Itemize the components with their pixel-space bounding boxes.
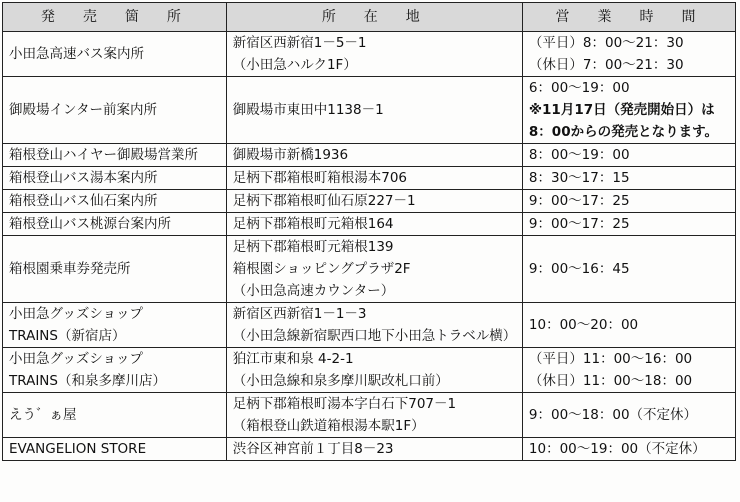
table-row [3, 303, 736, 348]
hours-line: 6：00～19：00 [528, 80, 630, 96]
header-location: 発 売 箇 所 [3, 3, 227, 32]
hours-cell [522, 438, 735, 461]
address-cell [226, 303, 522, 348]
location-name-line: 小田急グッズショップ [9, 306, 144, 322]
location-name-cell [3, 167, 227, 190]
location-name-line: えう゛ぁ屋 [9, 407, 77, 423]
address-line: （小田急線和泉多摩川駅改札口前） [232, 373, 449, 389]
address-cell [226, 167, 522, 190]
table-row [3, 213, 736, 236]
address-cell [226, 393, 522, 438]
hours-line: 8：00～19：00 [528, 147, 630, 163]
address-cell [226, 32, 522, 77]
header-hours: 営 業 時 間 [522, 3, 735, 32]
location-name-line: TRAINS（新宿店） [9, 328, 126, 344]
location-name-cell [3, 144, 227, 167]
hours-note-line: ※11月17日（発売開始日）は [528, 102, 715, 118]
hours-line: 9：00～16：45 [528, 261, 630, 277]
sales-locations-table [2, 2, 736, 461]
address-line: 渋谷区神宮前１丁目8－23 [232, 441, 394, 457]
hours-line: （休日）7：00～21：30 [528, 57, 684, 73]
table-row [3, 32, 736, 77]
hours-line: （休日）11：00～18：00 [528, 373, 693, 389]
hours-line: 10：00～20：00 [528, 317, 639, 333]
location-name-cell [3, 393, 227, 438]
hours-cell [522, 348, 735, 393]
location-name-line: 箱根園乗車券発売所 [9, 261, 131, 277]
location-name-cell [3, 438, 227, 461]
hours-cell [522, 303, 735, 348]
address-line: （小田急ハルク1F） [232, 57, 357, 73]
address-line: 新宿区西新宿1－5－1 [232, 35, 367, 51]
location-name-line: 御殿場インター前案内所 [9, 102, 157, 118]
address-line: 狛江市東和泉 4-2-1 [232, 351, 354, 367]
location-name-cell [3, 348, 227, 393]
address-line: 御殿場市新橋1936 [232, 147, 349, 163]
hours-line: 10：00～19：00（不定休） [528, 441, 706, 457]
address-cell [226, 144, 522, 167]
address-cell [226, 236, 522, 303]
table-row [3, 236, 736, 303]
address-line: 足柄下郡箱根町箱根湯本706 [232, 170, 408, 186]
hours-line: 9：00～18：00（不定休） [528, 407, 698, 423]
location-name-line: EVANGELION STORE [9, 441, 147, 457]
address-cell [226, 348, 522, 393]
hours-line: 8：30～17：15 [528, 170, 630, 186]
location-name-line: 箱根登山バス仙石案内所 [9, 193, 158, 209]
address-line: （箱根登山鉄道箱根湯本駅1F） [232, 418, 425, 434]
table-row [3, 77, 736, 144]
address-cell [226, 77, 522, 144]
address-line: （小田急高速カウンター） [232, 283, 395, 299]
address-line: 足柄下郡箱根町元箱根164 [232, 216, 394, 232]
address-line: 足柄下郡箱根町元箱根139 [232, 239, 394, 255]
address-line: （小田急線新宿駅西口地下小田急トラベル横） [232, 328, 517, 344]
table-row [3, 348, 736, 393]
location-name-line: TRAINS（和泉多摩川店） [9, 373, 166, 389]
location-name-cell [3, 77, 227, 144]
hours-note-line: 8：00からの発売となります。 [528, 124, 719, 140]
location-name-line: 箱根登山バス桃源台案内所 [9, 216, 171, 232]
address-line: 箱根園ショッピングプラザ2F [232, 261, 411, 277]
table-row [3, 190, 736, 213]
table-row [3, 393, 736, 438]
table-row [3, 144, 736, 167]
location-name-cell [3, 32, 227, 77]
hours-line: （平日）11：00～16：00 [528, 351, 693, 367]
address-line: 新宿区西新宿1－1－3 [232, 306, 367, 322]
hours-cell [522, 144, 735, 167]
location-name-line: 小田急グッズショップ [9, 351, 144, 367]
table-row [3, 438, 736, 461]
address-cell [226, 190, 522, 213]
hours-cell [522, 393, 735, 438]
hours-cell [522, 167, 735, 190]
address-cell [226, 213, 522, 236]
location-name-line: 箱根登山ハイヤー御殿場営業所 [9, 147, 198, 163]
hours-line: （平日）8：00～21：30 [528, 35, 684, 51]
location-name-cell [3, 303, 227, 348]
hours-line: 9：00～17：25 [528, 216, 630, 232]
address-cell [226, 438, 522, 461]
location-name-line: 箱根登山バス湯本案内所 [9, 170, 158, 186]
hours-cell [522, 236, 735, 303]
hours-cell [522, 77, 735, 144]
hours-cell [522, 190, 735, 213]
header-address: 所 在 地 [226, 3, 522, 32]
address-line: 御殿場市東田中1138－1 [232, 102, 384, 118]
location-name-line: 小田急高速バス案内所 [9, 46, 144, 62]
hours-line: 9：00～17：25 [528, 193, 630, 209]
table-header-row [3, 3, 736, 32]
location-name-cell [3, 213, 227, 236]
table-body [3, 32, 736, 461]
address-line: 足柄下郡箱根町湯本字白石下707－1 [232, 396, 457, 412]
table-row [3, 167, 736, 190]
hours-cell [522, 32, 735, 77]
location-name-cell [3, 190, 227, 213]
address-line: 足柄下郡箱根町仙石原227－1 [232, 193, 416, 209]
location-name-cell [3, 236, 227, 303]
hours-cell [522, 213, 735, 236]
